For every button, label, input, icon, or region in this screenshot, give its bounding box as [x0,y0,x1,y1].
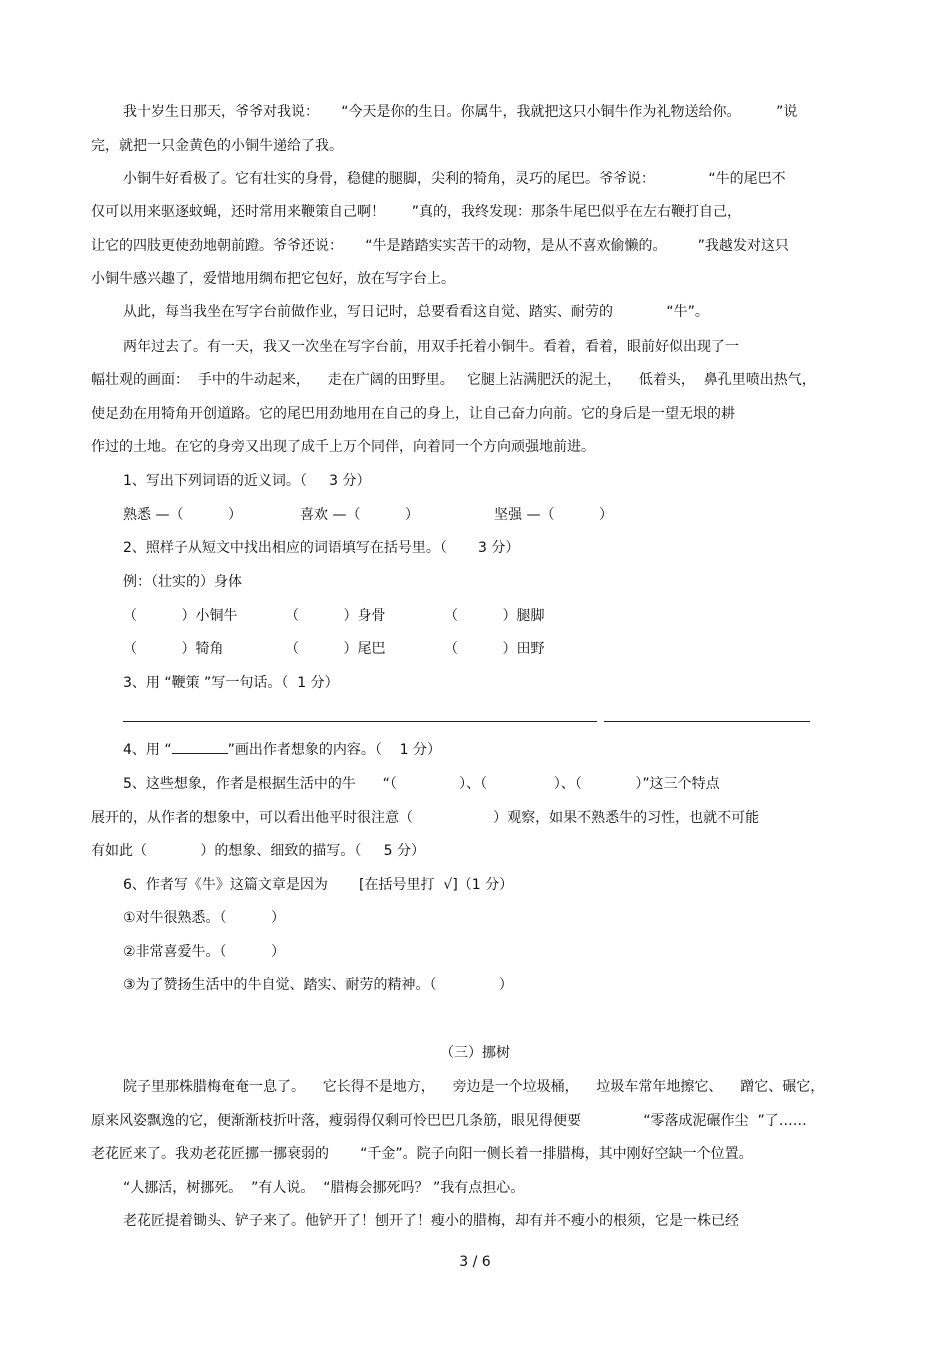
text-line: 小铜牛好看极了。它有壮实的身骨，稳健的腿脚，尖利的犄角，灵巧的尾巴。爷爷说： “牛的尾巴不 [123,171,786,187]
question-2-blank: （ ）尾巴 [285,641,386,657]
answer-line [604,721,810,722]
question-1-prompt: 1、写出下列词语的近义词。（ 3 分） [123,473,371,489]
question-2-blank: （ ）犄角 [123,641,224,657]
text-line: 幅壮观的画面： 手中的牛动起来， 走在广阔的田野里。 它腿上沾满肥沃的泥土， 低着头， 鼻孔里喷出热气， [91,372,816,388]
underline-sample [172,740,228,754]
question-2-blank: （ ）身骨 [285,608,386,624]
question-6-prompt: 6、作者写《牛》这篇文章是因为 [在括号里打 √]（1 分） [123,877,514,893]
question-2-prompt: 2、照样子从短文中找出相应的词语填写在括号里。（ 3 分） [123,540,520,556]
text-line: 使足劲在用犄角开创道路。它的尾巴用劲地用在自己的身上，让自己奋力向前。它的身后是一望无垠的耕 [91,406,735,422]
question-1-item: 坚强 —（ ） [494,507,613,523]
text-line: 老花匠提着锄头、铲子来了。他铲开了！刨开了！瘦小的腊梅，却有并不瘦小的根须，它是一株已经 [123,1213,739,1229]
text-line: 小铜牛感兴趣了，爱惜地用绸布把它包好，放在写字台上。 [91,271,455,287]
question-5-line: 展开的，从作者的想象中，可以看出他平时很注意（ ）观察，如果不熟悉牛的习性，也就不可能 [91,810,760,826]
text-line: 院子里那株腊梅奄奄一息了。 它长得不是地方， 旁边是一个垃圾桶， 垃圾车常年地擦它、 蹭它、碾它， [123,1079,825,1095]
text-line: 让它的四肢更使劲地朝前蹬。爷爷还说： “牛是踏踏实实苦干的动物，是从不喜欢偷懒的。 ”我越发对这只 [91,238,789,254]
text-line: 作过的土地。在它的身旁又出现了成千上万个同伴，向着同一个方向顽强地前进。 [91,439,595,455]
text-line: 老花匠来了。我劝老花匠挪一挪衰弱的 “千金”。院子向阳一侧长着一排腊梅，其中刚好空缺一个位置。 [91,1146,753,1162]
question-2-blank: （ ）田野 [444,641,545,657]
text-line: 两年过去了。有一天，我又一次坐在写字台前，用双手托着小铜牛。看着，看着，眼前好似出现了一 [123,339,739,355]
text-line: 我十岁生日那天，爷爷对我说： “今天是你的生日。你属牛，我就把这只小铜牛作为礼物送给你。 ”说 [123,104,798,120]
question-4-text: 4、用 “ [123,742,172,758]
question-6-option: ②非常喜爱牛。（ ） [123,944,286,960]
question-5-line: 有如此（ ）的想象、细致的描写。（ 5 分） [91,843,426,859]
text-line: “人挪活，树挪死。 ”有人说。 “腊梅会挪死吗？ ”我有点担心。 [123,1180,525,1196]
question-3-prompt: 3、用 “鞭策 ”写一句话。（ 1 分） [123,675,339,691]
question-4-text: ”画出作者想象的内容。（ 1 分） [227,742,442,758]
question-2-example: 例：（壮实的）身体 [123,574,242,590]
question-5-line: 5、这些想象，作者是根据生活中的牛 “（ ）、（ ）、（ ）”这三个特点 [123,776,720,792]
question-6-option: ③为了赞扬生活中的牛自觉、踏实、耐劳的精神。（ ） [123,977,513,993]
answer-line [123,721,597,722]
question-4-prompt [123,740,441,760]
question-1-item: 熟悉 —（ ） [123,507,242,523]
text-line: 原来风姿飘逸的它，便渐渐枝折叶落，瘦弱得仅剩可怜巴巴几条筋，眼见得便要 “零落成泥碾作尘 ”了…… [91,1113,807,1129]
text-line: 仅可以用来驱逐蚊蝇，还时常用来鞭策自己啊！ ”真的，我终发现：那条牛尾巴似乎在左右鞭打自己， [91,204,741,220]
question-6-option: ①对牛很熟悉。（ ） [123,910,286,926]
question-2-blank: （ ）小铜牛 [123,608,238,624]
section-title: （三）挪树 [440,1045,510,1061]
text-line: 完，就把一只金黄色的小铜牛递给了我。 [91,138,343,154]
text-line: 从此，每当我坐在写字台前做作业，写日记时，总要看看这自觉、踏实、耐劳的 “牛”。 [123,304,709,320]
question-1-item: 喜欢 —（ ） [300,507,419,523]
page-number: 3 / 6 [459,1254,491,1270]
question-2-blank: （ ）腿脚 [444,608,545,624]
